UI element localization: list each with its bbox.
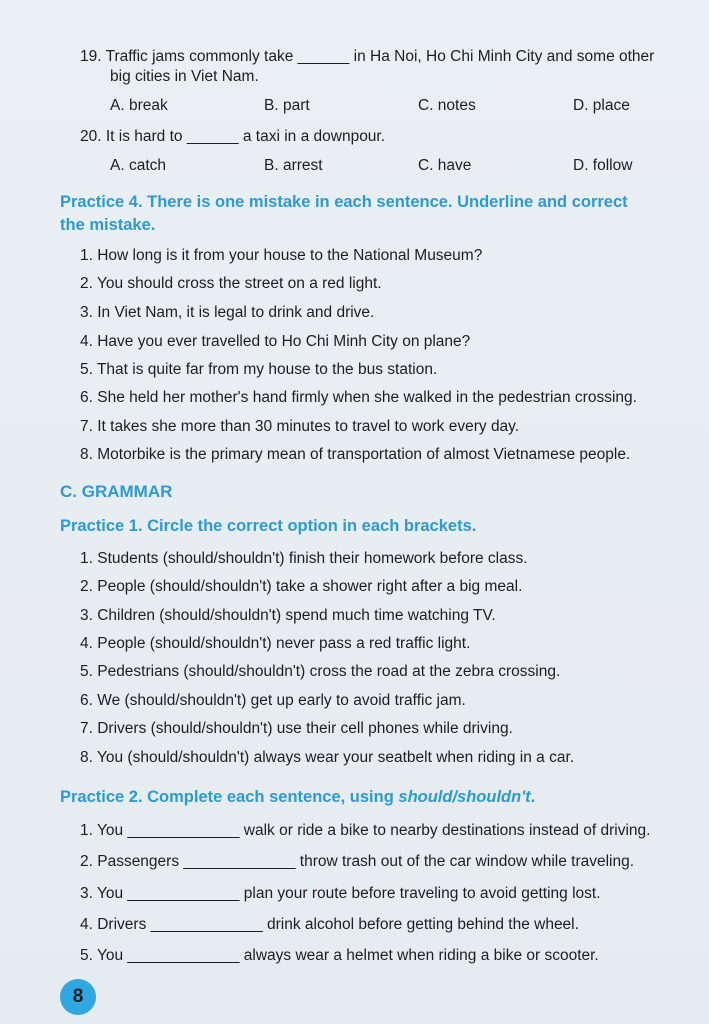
practice2-heading-suffix: . [530,788,536,806]
practice4-item-2: 2. You should cross the street on a red light. [80,275,382,292]
q19-option-a: A. break [110,97,168,114]
practice1-item-6: 6. We (should/shouldn't) get up early to avoid traffic jam. [80,692,466,709]
q19-option-c: C. notes [418,97,476,114]
practice4-item-3: 3. In Viet Nam, it is legal to drink and drive. [80,304,375,321]
practice2-item-3: 3. You _____________ plan your route before traveling to avoid getting lost. [80,885,601,902]
practice4-item-6: 6. She held her mother's hand firmly when she walked in the pedestrian crossing. [80,389,637,406]
q20-option-d: D. follow [573,157,633,174]
q20-line1: 20. It is hard to ______ a taxi in a downpour. [80,128,386,145]
practice1-item-3: 3. Children (should/shouldn't) spend much time watching TV. [80,607,496,624]
practice2-heading [60,786,535,808]
practice1-item-4: 4. People (should/shouldn't) never pass a red traffic light. [80,635,471,652]
q19-option-d: D. place [573,97,630,114]
practice4-heading-line1: Practice 4. There is one mistake in each sentence. Underline and correct [60,193,628,211]
practice1-item-2: 2. People (should/shouldn't) take a shower right after a big meal. [80,578,523,595]
practice2-item-2: 2. Passengers _____________ throw trash out of the car window while traveling. [80,853,635,870]
practice2-item-4: 4. Drivers _____________ drink alcohol before getting behind the wheel. [80,916,579,933]
practice2-heading-prefix: Practice 2. Complete each sentence, using [60,788,399,806]
practice2-item-5: 5. You _____________ always wear a helmet when riding a bike or scooter. [80,947,599,964]
practice4-item-7: 7. It takes she more than 30 minutes to travel to work every day. [80,418,520,435]
q19-option-b: B. part [264,97,310,114]
page-number-badge: 8 [60,979,96,1015]
practice4-heading-line2: the mistake. [60,216,156,234]
q20-option-c: C. have [418,157,472,174]
practice2-heading-emphasis: should/shouldn't [398,788,531,806]
practice4-item-8: 8. Motorbike is the primary mean of transportation of almost Vietnamese people. [80,446,631,463]
section-title-grammar: C. GRAMMAR [60,482,173,501]
q19-line1: 19. Traffic jams commonly take ______ in Ha Noi, Ho Chi Minh City and some other [80,48,655,65]
practice4-item-4: 4. Have you ever travelled to Ho Chi Minh City on plane? [80,333,471,350]
q20-option-b: B. arrest [264,157,323,174]
practice4-item-1: 1. How long is it from your house to the National Museum? [80,247,483,264]
practice1-heading: Practice 1. Circle the correct option in each brackets. [60,517,477,535]
practice2-item-1: 1. You _____________ walk or ride a bike to nearby destinations instead of driving. [80,822,651,839]
practice1-item-8: 8. You (should/shouldn't) always wear your seatbelt when riding in a car. [80,749,575,766]
practice1-item-5: 5. Pedestrians (should/shouldn't) cross the road at the zebra crossing. [80,663,561,680]
practice1-item-7: 7. Drivers (should/shouldn't) use their cell phones while driving. [80,720,513,737]
q20-option-a: A. catch [110,157,166,174]
practice1-item-1: 1. Students (should/shouldn't) finish their homework before class. [80,550,528,567]
q19-line2: big cities in Viet Nam. [110,68,259,85]
practice4-item-5: 5. That is quite far from my house to the bus station. [80,361,438,378]
